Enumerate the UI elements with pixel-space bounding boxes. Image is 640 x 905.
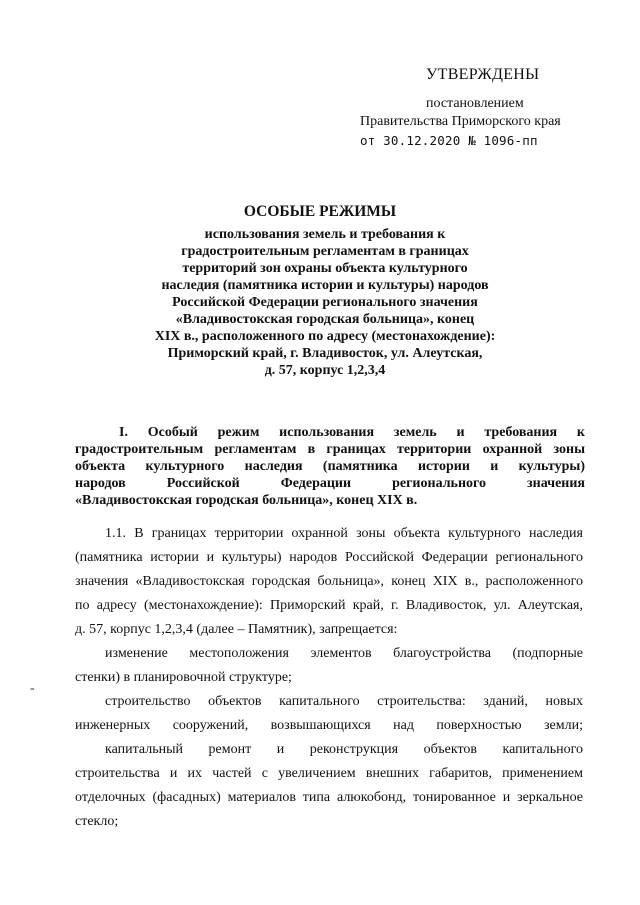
paragraph-line: стекло; <box>75 814 119 829</box>
approval-decree-label: постановлением <box>426 96 524 111</box>
section-heading-line: «Владивостокская городская больница», конец XIX в. <box>75 493 418 508</box>
section-heading-line: объекта культурного наследия (памятника истории и культуры) <box>75 459 585 474</box>
approval-date-number: от 30.12.2020 № 1096-пп <box>360 133 538 148</box>
paragraph-line: строительство объектов капитального строительства: зданий, новых <box>105 694 583 709</box>
subtitle-line: «Владивостокская городская больница», конец <box>175 312 475 327</box>
paragraph-line: стенки) в планировочной структуре; <box>75 670 292 685</box>
paragraph-line: строительства и их частей с увеличением внешних габаритов, применением <box>75 766 583 781</box>
subtitle-line: д. 57, корпус 1,2,3,4 <box>264 363 386 378</box>
paragraph-line: 1.1. В границах территории охранной зоны объекта культурного наследия <box>105 526 583 541</box>
section-heading-line: I. Особый режим использования земель и требования к <box>119 425 585 440</box>
subtitle-line: наследия (памятника истории и культуры) народов <box>161 278 489 293</box>
subtitle-line: использования земель и требования к <box>204 227 446 242</box>
subtitle-line: градостроительным регламентам в границах <box>181 244 469 259</box>
subtitle-line: территорий зон охраны объекта культурного <box>182 261 468 276</box>
body-text <box>75 522 583 834</box>
subtitle-line: Российской Федерации регионального значения <box>172 295 478 310</box>
paragraph-line: по адресу (местонахождение): Приморский край, г. Владивосток, ул. Алеутская, <box>75 598 583 613</box>
section-heading-line: градостроительным регламентам в границах территории охранной зоны <box>75 442 585 457</box>
subtitle-line: XIX в., расположенного по адресу (местонахождение): <box>154 329 496 344</box>
margin-mark: - <box>30 681 35 696</box>
document-subtitle <box>80 226 570 379</box>
paragraph-line: (памятника истории и культуры) народов Российской Федерации регионального <box>75 550 583 565</box>
section-heading <box>75 424 585 509</box>
paragraph-line: отделочных (фасадных) материалов типа алюкобонд, тонированное и зеркальное <box>75 790 583 805</box>
paragraph-line: значения «Владивостокская городская больница», конец XIX в., расположенного <box>75 574 583 589</box>
paragraph-line: изменение местоположения элементов благоустройства (подпорные <box>105 646 583 661</box>
approval-heading: УТВЕРЖДЕНЫ <box>426 66 540 83</box>
paragraph-line: капитальный ремонт и реконструкция объектов капитального <box>105 742 583 757</box>
paragraph-line: д. 57, корпус 1,2,3,4 (далее – Памятник), запрещается: <box>75 622 398 637</box>
approval-authority: Правительства Приморского края <box>360 114 561 129</box>
subtitle-line: Приморский край, г. Владивосток, ул. Алеутская, <box>167 346 483 361</box>
paragraph-line: инженерных сооружений, возвышающихся над поверхностью земли; <box>75 718 583 733</box>
document-title: ОСОБЫЕ РЕЖИМЫ <box>243 203 397 220</box>
section-heading-line: народов Российской Федерации регионального значения <box>75 476 585 491</box>
